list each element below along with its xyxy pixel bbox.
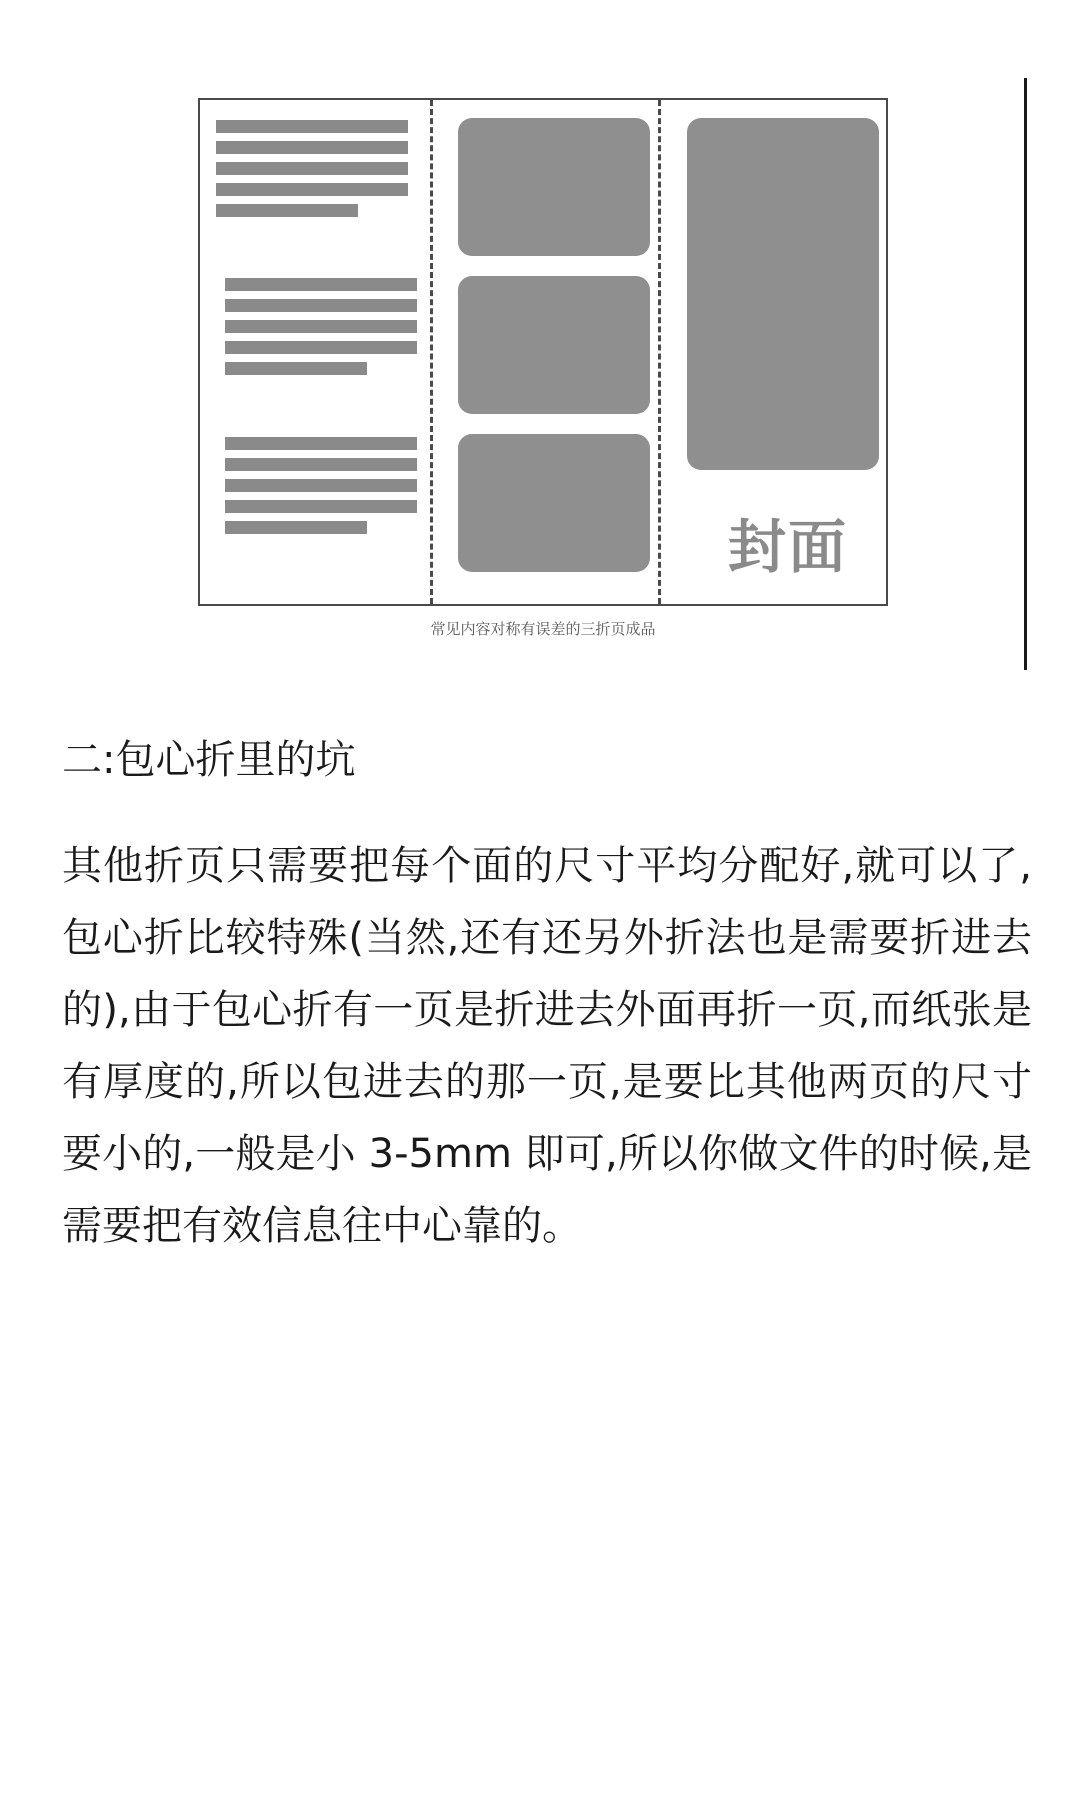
text-placeholder-line [216,183,408,196]
text-placeholder-line [225,362,367,375]
text-placeholder-line [225,521,367,534]
text-placeholder-line [225,278,417,291]
cover-label: 封面 [727,513,848,581]
section-heading: 二:包心折里的坑 [62,737,356,783]
body-paragraph: 其他折页只需要把每个面的尺寸平均分配好,就可以了,包心折比较特殊(当然,还有还另外折法也是需要折进去的),由于包心折有一页是折进去外面再折一页,而纸张是有厚度的,所以包进去的那一页,是要比其他两页的尺寸要小的,一般是小 3-5mm 即可,所以你做文件的时候,是需要把有效信息往中心靠的。 [62,843,1032,1249]
image-placeholder [458,276,650,414]
figure-caption: 常见内容对称有误差的三折页成品 [430,620,656,638]
text-placeholder-line [225,299,417,312]
text-placeholder-line [225,458,417,471]
image-placeholder [458,434,650,572]
text-placeholder-line [225,437,417,450]
text-placeholder-line [216,204,358,217]
cover-image-placeholder [687,118,879,470]
text-placeholder-line [225,500,417,513]
text-placeholder-line [216,141,408,154]
fold-line [658,100,661,604]
text-placeholder-line [225,341,417,354]
trifold-layout-diagram [198,98,888,606]
image-placeholder [458,118,650,256]
text-placeholder-line [225,479,417,492]
text-placeholder-line [216,162,408,175]
text-placeholder-line [225,320,417,333]
vertical-divider [1024,78,1027,670]
text-placeholder-line [216,120,408,133]
fold-line [430,100,433,604]
